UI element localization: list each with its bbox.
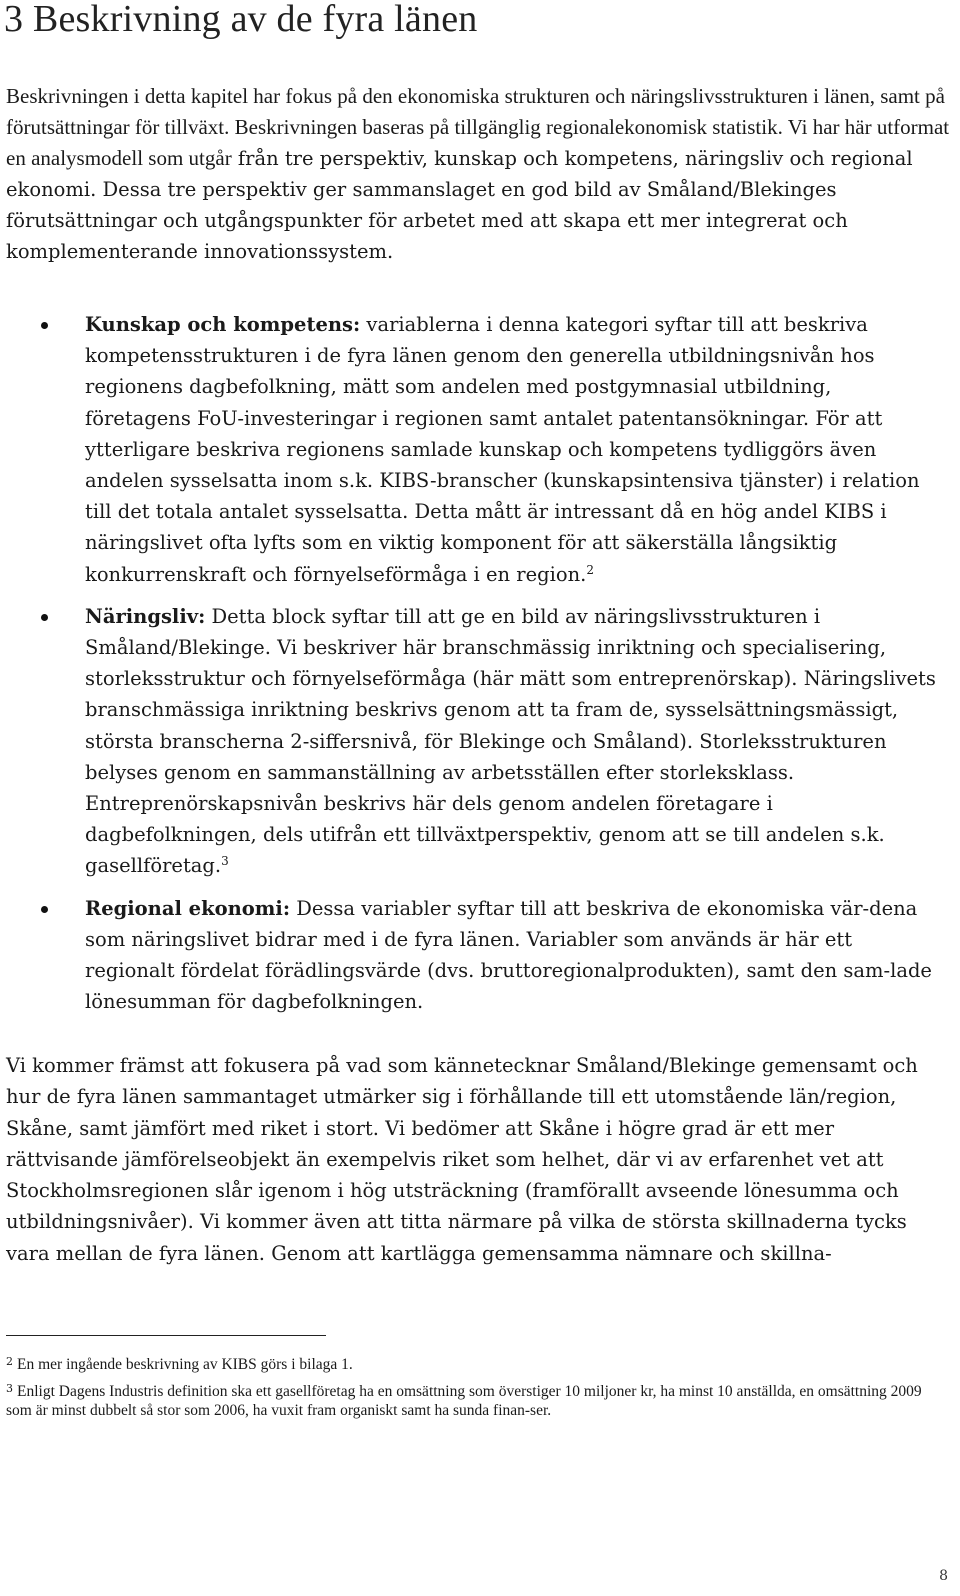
footnote-separator — [6, 1335, 326, 1336]
bullet-icon — [41, 614, 48, 621]
footnote-ref[interactable]: 2 — [586, 562, 595, 577]
list-item-text: Detta block syftar till att ge en bild av näringslivsstrukturen i Småland/Blekinge. Vi beskriver här branschmässig inriktning och specialisering, storleksstruktur och förnyelseförmåga (här mätt som entreprenörskap). Näringslivets branschmässiga inriktning beskrivs genom att ta fram de, sysselsättningsmässigt, största branscherna 2-siffersnivå, för Blekinge och Småland). Storleksstrukturen belyses genom en sammanställning av arbetsställen efter storleksklass. Entreprenörskapsnivån beskrivs här dels genom andelen företagare i dagbefolkningen, dels utifrån ett tillväxtperspektiv, genom att se till andelen s.k. gasellföretag. — [85, 604, 936, 878]
footnote-2 — [6, 1352, 934, 1375]
list-item-kunskap — [0, 309, 943, 590]
footnote-number: 2 — [6, 1355, 13, 1368]
intro-text-part2: från tre perspektiv, kunskap och kompetens, näringsliv och regional ekonomi. Dessa tre perspektiv ger sammanslaget en god bild av Småland/Blekinges förutsättningar och utgångspunkter för arbetet med att skapa ett mer integrerat och komplementerande innovationssystem. — [6, 147, 913, 263]
list-item-label: Regional ekonomi: — [85, 896, 291, 920]
intro-text-part1: Beskrivningen i detta kapitel har fokus på den ekonomiska strukturen och näringslivsstrukturen i länen, samt på förutsättningar för tillväxt. Beskrivningen baseras på tillgänglig regionalekonomisk statistik. Vi har här utformat en analysmodell som utgår — [6, 84, 950, 170]
footnote-text: En mer ingående beskrivning av KIBS görs i bilaga 1. — [17, 1356, 353, 1373]
perspective-list — [0, 309, 960, 1017]
list-item-label: Näringsliv: — [85, 604, 206, 628]
footnote-text: Enligt Dagens Industris definition ska ett gasellföretag ha en omsättning som överstiger 10 miljoner kr, ha minst 10 anställda, en omsättning 2009 som är minst dubbelt så stor som 2006, ha vuxit fram organiskt samt ha sunda finan-ser. — [6, 1382, 922, 1419]
list-item-text: variablerna i denna kategori syftar till att beskriva kompetensstrukturen i de fyra länen genom den generella utbildningsnivån hos regionens dagbefolkning, mätt som andelen med postgymnasial utbildning, företagens FoU-investeringar i regionen samt antalet patentansökningar. För att ytterligare beskriva regionens samlade kunskap och kompetens tydliggörs även andelen sysselsatta inom s.k. KIBS-branscher (kunskapsintensiva tjänster) i relation till det totala antalet sysselsatta. Detta mått är intressant då en hög andel KIBS i näringslivet ofta lyfts som en viktig komponent för att säkerställa långsiktig konkurrenskraft och förnyelseförmåga i en region. — [85, 313, 920, 586]
list-item-label: Kunskap och kompetens: — [85, 313, 361, 336]
footnote-ref[interactable]: 3 — [221, 854, 229, 869]
intro-paragraph — [6, 81, 954, 267]
footnote-number: 3 — [6, 1381, 13, 1395]
section-heading: 3 Beskrivning av de fyra länen — [4, 0, 478, 40]
list-item-naringsliv — [0, 601, 943, 882]
body-paragraph: Vi kommer främst att fokusera på vad som kännetecknar Småland/Blekinge gemensamt och hur de fyra länen sammantaget utmärker sig i förhållande till ett utomstående län/region, Skåne, samt jämfört med riket i stort. Vi bedömer att Skåne i högre grad är ett mer rättvisande jämförelseobjekt än exempelvis riket som helhet, där vi av erfarenhet vet att Stockholmsregionen slår igenom i hög utsträckning (framförallt avseende lönesumma och utbildningsnivåer). Vi kommer även att titta närmare på vilka de största skillnaderna tycks vara mellan de fyra länen. Genom att kartlägga gemensamma nämnare och skillna- — [6, 1054, 918, 1265]
bullet-icon — [41, 322, 48, 329]
page-number: 8 — [939, 1568, 948, 1584]
list-item-regional-ekonomi — [0, 893, 943, 1018]
list-item-text: Dessa variabler syftar till att beskriva de ekonomiska vär-dena som näringslivet bidrar med i de fyra länen. Variabler som används är här ett regionalt fördelat förädlingsvärde (dvs. bruttoregionalprodukten), samt den sam-lade lönesumman för dagbefolkningen. — [85, 896, 932, 1014]
footnote-3 — [6, 1379, 934, 1421]
bullet-icon — [41, 906, 48, 913]
footnotes — [6, 1352, 934, 1421]
